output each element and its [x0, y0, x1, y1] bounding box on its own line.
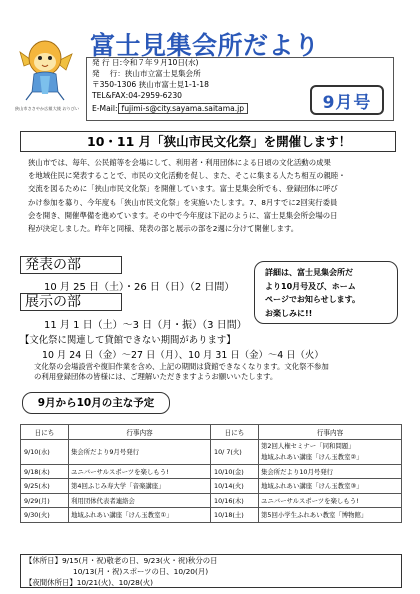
col-event: 行事内容	[259, 425, 402, 440]
note-line: の利用登録団体の皆様には、ご理解いただきますようお願いいたします。	[34, 372, 278, 382]
email-line	[92, 103, 248, 115]
schedule-heading: 9月から10月の主な予定	[22, 392, 170, 414]
festival-paragraph	[20, 156, 400, 235]
issue-badge: 9月号	[310, 85, 384, 115]
date-cell: 10/10(金)	[211, 464, 259, 479]
event-cell: 集会所だより9月号発行	[69, 439, 211, 464]
date-cell: 9/25(木)	[21, 479, 69, 494]
col-date: 日にち	[211, 425, 259, 440]
paragraph-line: 交流を図るために「狭山市民文化祭」を開催しています。富士見集会所でも、登録団体に呼び	[28, 184, 338, 194]
event-cell: 第5回小学生ふれあい教室「博物館」	[259, 508, 402, 523]
closed-days-box	[20, 554, 402, 588]
email-label: E-Mail:	[92, 104, 118, 113]
note-line: ページでお知らせします。	[265, 295, 360, 304]
tel-fax: TEL&FAX:04-2959-6230	[92, 91, 183, 100]
closure-title: 【文化祭に関連して貸館できない期間があります】	[20, 335, 236, 346]
details-note	[254, 261, 398, 324]
closure-note	[28, 362, 398, 383]
table-row	[21, 493, 402, 508]
closure-dates: 10 月 24 日（金）～27 日（月）、10 月 31 日（金）～4 日（火）	[42, 350, 324, 361]
newsletter-title: 富士見集会所だより	[90, 31, 320, 60]
event-cell: 集会所だより10月号発行	[259, 464, 402, 479]
mascot-caption: 狭山市ささやか広報大使 おりびい	[14, 106, 80, 111]
note-line: 文化祭の会場設営や復旧作業を含め、上記の期間は貸館できなくなります。文化祭不参加	[34, 362, 329, 371]
date-cell: 9/10(水)	[21, 439, 69, 464]
mascot-illustration	[14, 32, 76, 102]
paragraph-line: かけ参加を募り、今年度も「狭山市民文化祭」を実施いたします。7、8月すでに2回実行委員	[28, 197, 338, 207]
col-event: 行事内容	[69, 425, 211, 440]
date-cell: 10/16(木)	[211, 493, 259, 508]
table-header-row	[21, 425, 402, 440]
date-cell: 9/18(木)	[21, 464, 69, 479]
paragraph-line: 程が決定しました。昨年と同様、発表の部と展示の部を2週に分けて開催します。	[28, 224, 299, 234]
event-line: 第2回人権セミナー「同和問題」	[261, 441, 355, 450]
date-cell: 9/30(火)	[21, 508, 69, 523]
date-cell: 10/18(土)	[211, 508, 259, 523]
festival-title: 10・11 月「狭山市民文化祭」を開催します！	[20, 131, 396, 152]
exhibition-heading: 展示の部	[20, 293, 122, 311]
night-closed-line: 【夜間休所日】10/21(火)、10/28(火)	[25, 577, 154, 587]
date-cell: 10/14(火)	[211, 479, 259, 494]
presentation-heading: 発表の部	[20, 256, 122, 274]
issue-date: 発 行 日:令和７年９月10日(水)	[92, 58, 199, 67]
date-cell: 10/ 7(火)	[211, 439, 259, 464]
table-row	[21, 464, 402, 479]
presentation-dates: 10 月 25 日（土）・26 日（日）（2 日間）	[44, 282, 235, 293]
paragraph-line: 会を開き、開催準備を進めています。その中で今年度は下記のように、富士見集会所会場の日	[28, 210, 338, 220]
event-line: 地域ふれあい講座「けん玉教室②」	[261, 452, 363, 461]
paragraph-line: を地域住民に発表することで、市民の文化活動を促し、また、そこに集まる人たち相互の親睦・	[28, 171, 346, 181]
note-line: お楽しみに!!	[265, 308, 313, 318]
holiday-line: 10/13(月・祝)スポーツの日、10/20(月)	[73, 566, 209, 576]
event-cell	[259, 439, 402, 464]
event-cell: 第4回ふじみ寿大学「音楽講座」	[69, 479, 211, 494]
table-row	[21, 479, 402, 494]
holiday-line: 【休所日】9/15(月・祝)敬老の日、9/23(火・祝)秋分の日	[25, 556, 218, 565]
publisher: 発 行：狭山市立富士見集会所	[92, 69, 201, 78]
note-line: 詳細は、富士見集会所だ	[265, 268, 353, 277]
event-cell: ユニバーサルスポーツを楽しもう!	[69, 464, 211, 479]
email-link[interactable]: fujimi-s@city.sayama.saitama.jp	[118, 103, 249, 114]
note-line: より10月号及び、ホーム	[265, 281, 356, 291]
date-cell: 9/29(月)	[21, 493, 69, 508]
paragraph-line: 狭山市では、毎年、公民館等を会場にして、利用者・利用団体による日頃の文化活動の成果	[28, 158, 331, 167]
event-cell: 地域ふれあい講座「けん玉教室①」	[69, 508, 211, 523]
address: 〒350-1306 狭山市富士見1-1-18	[92, 80, 209, 89]
event-cell: 地域ふれあい講座「けん玉教室③」	[259, 479, 402, 494]
exhibition-dates: 11 月 1 日（土）～3 日（月・振）（3 日間）	[44, 320, 247, 331]
event-cell: ユニバーサルスポーツを楽しもう!	[259, 493, 402, 508]
col-date: 日にち	[21, 425, 69, 440]
event-cell: 利用団体代表者連絡会	[69, 493, 211, 508]
table-row	[21, 439, 402, 464]
table-row	[21, 508, 402, 523]
schedule-table	[20, 424, 402, 523]
